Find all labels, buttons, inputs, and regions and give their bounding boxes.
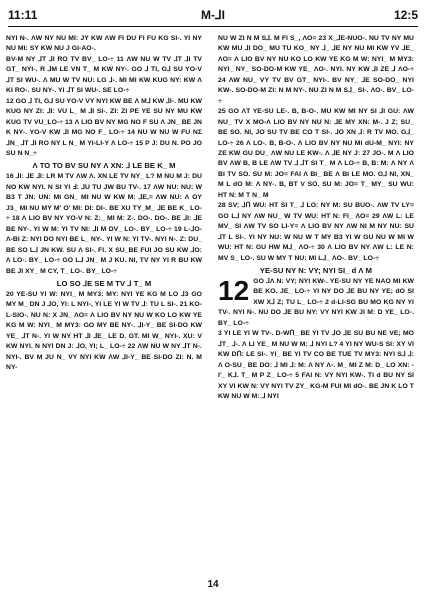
section-heading: YE-SU NY N: VY; NYI SI_ d Λ M (259, 265, 373, 275)
chapter-number: 12 (218, 274, 250, 306)
section-heading: Λ TO TO BV SU NY Λ XN: ⅃ LE BE K_ M (32, 161, 176, 171)
header-left-reference: 11:11 (8, 8, 38, 22)
paragraph-with-chapter-number (218, 274, 414, 329)
right-text-column (218, 34, 414, 574)
left-text-column (6, 34, 202, 574)
paragraph: 12 GO ⅃ TI, G⅃ SU YO-V VY NYI KW BE Λ M⅃ KW ⅃I-. MU KW KUG NY ZI: ⅃I: VU L_ M ⅃I SI-. ZI: ZI PE YE SU NY MU KW KUG TV VU_LO-÷ 13 Λ LIO BV NY MG NO F SU Λ JN_ BE JN K NY-. YO-V KW ⅃I MG NO F_ LO-÷ 14 NU W NU W FU NΣ ⅃N_ ⅃T ⅃I RO NY L N_ M YI-LI-Y Λ LO-÷ 15 P J: DU N. PO JO SU N N_÷ (6, 97, 202, 157)
paragraph: 25 GO ΛT YE-SU LE-. B, B-O-. MU KW MI NY SI ⅃I GU: ΛW NU_ TV X MO-Λ LIO BV NY NU N: ⅃E MY XN: M-. J Z; SU_ BE SO. NI, JO SU TV BE CO T SI-. ⅃O XN ⅃: R TV MO. G⅃_ LO-÷ 26 Λ LO-. B, B-O-. Λ LIO BV NY NU MI dU-M_ NYI: NY ZE KW GU DU_ ΛW NU LE KW-. Λ ⅃E NY J: 27 JO-. M Λ LIO BV ΛW B, B LE ΛW TV ⅃ ⅃T SI T_ M Λ LO-÷ B, B: M: Λ NY Λ BI TV SO. SU M: JO= FAI Λ BI_ BE Λ BI LE MO. G⅃ NI, XN_ M L dO M: Λ NY-. B, BT V SO. SU M: JO= T_ MY_ SU WU: HT N: M T N_ M (218, 108, 414, 199)
paragraph: BV-M NY ⅃T ⅃I RO TV BV_ LO-÷ 11 ΛW NU W TV ⅃T ⅃I TV GT_ NYI-. R ⅃M LE VN T_ M KW NY-. GO ⅃ TI, G⅃ SU YO-V ⅃T SI WU-. Λ MU W TV NU: LG ⅃-. MI MI KW KUG NY: KW Λ KI RO-. SU NY-. YI ⅃T SI WU-. SE LO-÷ (6, 55, 202, 95)
running-header (8, 8, 418, 28)
paragraph: NU W ZI N M S⅃. M FI S_, ΛO= 23 X_⅃E-NUO-. NU TV NY MU KW MU ⅃I DO_ MU TU KO_ NY ⅃_ ⅃E NY NU MI KW YV ⅃E_ ΛO= Λ LIO BV NY NU KO LO KW YE KG M W: NYI_ M MY3: NYI_ NY_ SO-DO-M KW YE_ ΛO-. NYI. NY KW ⅃I ZE ⅃ ΛO-÷ 24 ΛW NU_ VY TV BV GT_ NYI-. BV NY_ ⅃E SO-DO_ NYI KW-. SO-DO-M ZI: N M NY-. NU ZI N M S⅃_ SI-. ΛO-. BV_ LO-÷ (218, 35, 414, 105)
header-book-title: M-⅃I (200, 8, 225, 22)
paragraph: 16 ⅃I: ⅃E ⅃I: LR M TV ΛW Λ. XN LE TV NY_ L? M NU M J: DU NO KW NYI. N SI YI Ⅎ: ⅃U TU JW BU TV-. 17 ΛW NU: NU: W B3 T JN: UN: MI GN_ MI NU W KW M: ⅃E,= ΛW NU: Λ OY J3_ MI NU MY M' O' MI: DI: DI-. BE XU TY_M_ ⅃E BE K_ LO-÷ 18 Λ LIO BV NY YO-V N: Z:_ MI M: Z-. DO-. DO-. BE ⅃I: ⅃E BE NY-. YI W M: YI TV NI: ⅃I M DV_ LO-. BY_ LO-÷ 19 L-⅃O-Λ-BI Z: NYI DO NYI BE L_ NY-. YI W N: YI TV-. NYI N-. Z: DU_ BE SO L⅃ JN KW. SU Λ SI-. FI. X SU_BE FUI JO SU KW ⅃O: Λ LO-. BY_ LO-÷ GO L⅃ JN_ M J KU. NI, TV NY YI R BU KW BE JI XY_ M CY, T_ LO-. BY_ LO-÷ (6, 173, 202, 275)
page-number: 14 (207, 579, 219, 590)
paragraph-text: GO ⅃Λ N: VY; NYI KW-. YE-SU NY YE NAO MI KW BE KO. JE_ LO-÷ YI NY DO ⅃E BU NY YE; dO SI XW X⅃ Z; TU L_ LO-÷ 2 d-LI-SG BU MO KG NY YI TV-. NYI N-. NU DO ⅃E BU NY: VY NYI KW JI M: D YE_ LO-. BY_ LO-÷ (218, 277, 414, 327)
paragraph: 3 YI LE YI W TV-. D-WՈ_ BE YI TV ⅃O ⅃E SU BU NE VE; MO ⅃T_ ⅃-. Λ LI YE_ M NU W M: ⅃ NYI L? 4 YI NY WU-S SI: XY VI KW DՈ: LE SI-. YI_ BE YI TV CO BE TUE TV MY3: NYI S⅃ ⅃: Λ O-SU_ BE DO: ⅃ MI ⅃: M: Λ NY Λ-. M_ MI Z M: D_ LO XN: - I'_ K⅃. T_ M P Z_ LO-÷ 5 FAI N: VY NYI KW-. TI d BU NY SI XY VI KW N: VY NYI TV ZY_ KG-M FUI MI dO-. BE JN K LO T KW NU W M: ⅃ NYI (218, 330, 414, 400)
paragraph: 20 YE-SU YI W: NYI_ M MY3: MY: NYI YE KG M LO ⅃3 GO MY M_ DN J ⅃O, YI: L NYI-, YI LE YI W TV ⅃: TU L SI-. 21 KO-L-SIO-. NU N: X JN_ ΛO= Λ LIO BV NY NU W KO LO KW YE KG M W: NYI_ M MY3: GO MY BE NY-. ⅃I-Y_ BE SI-DO KW YE_ ⅃T N-. YI W NY HT ⅃I ⅃E_ LE D. GT. MI W_ NYI-. XU: V KW NYI. N NYI DN J: ⅃O, YI; L_ LO-÷ 22 ΛW NU W NY ⅃T N-. NYI-. BV M JU N_ VY NYI KW ΛW ⅃I-Y_ BE SI-DO ZI: N. M NY- (6, 290, 202, 372)
paragraph: NYI N-. ΛW NY NU MI: JY KW ΛW FI DU FI FU KG SI-. YI NY NU MI: SY KW NU J GI-AO-. (6, 35, 202, 53)
header-rule (8, 26, 418, 27)
header-right-reference: 12:5 (393, 8, 418, 22)
section-heading: LO SO ⅃E SE M TV ⅃ T_ M (56, 278, 152, 288)
paragraph: 28 SV; ⅃Ո WU: HT SI T_ ⅃ LO: NY M: SU BUO-. ΛW TV LY= GO L⅃ NY ΛW NU_ W TV WU: HT N: FI_ ΛO= 29 ΛW L: LE MV_ SI ΛW TV SO LI-Y= Λ LIO BV NY ΛW NI M NY NU: SU ⅃T L SI-. YI NY NU: W NU W T MY B3 YI W GU NU W MI W WU: HT N: GU HW M⅃_ ΛO-÷ 30 Λ LIO BV NY ΛW L: LE N: MV S_ LO-. SU W MY T NU: MI L⅃_ ΛO-. BV_ LO-÷ (218, 202, 414, 262)
